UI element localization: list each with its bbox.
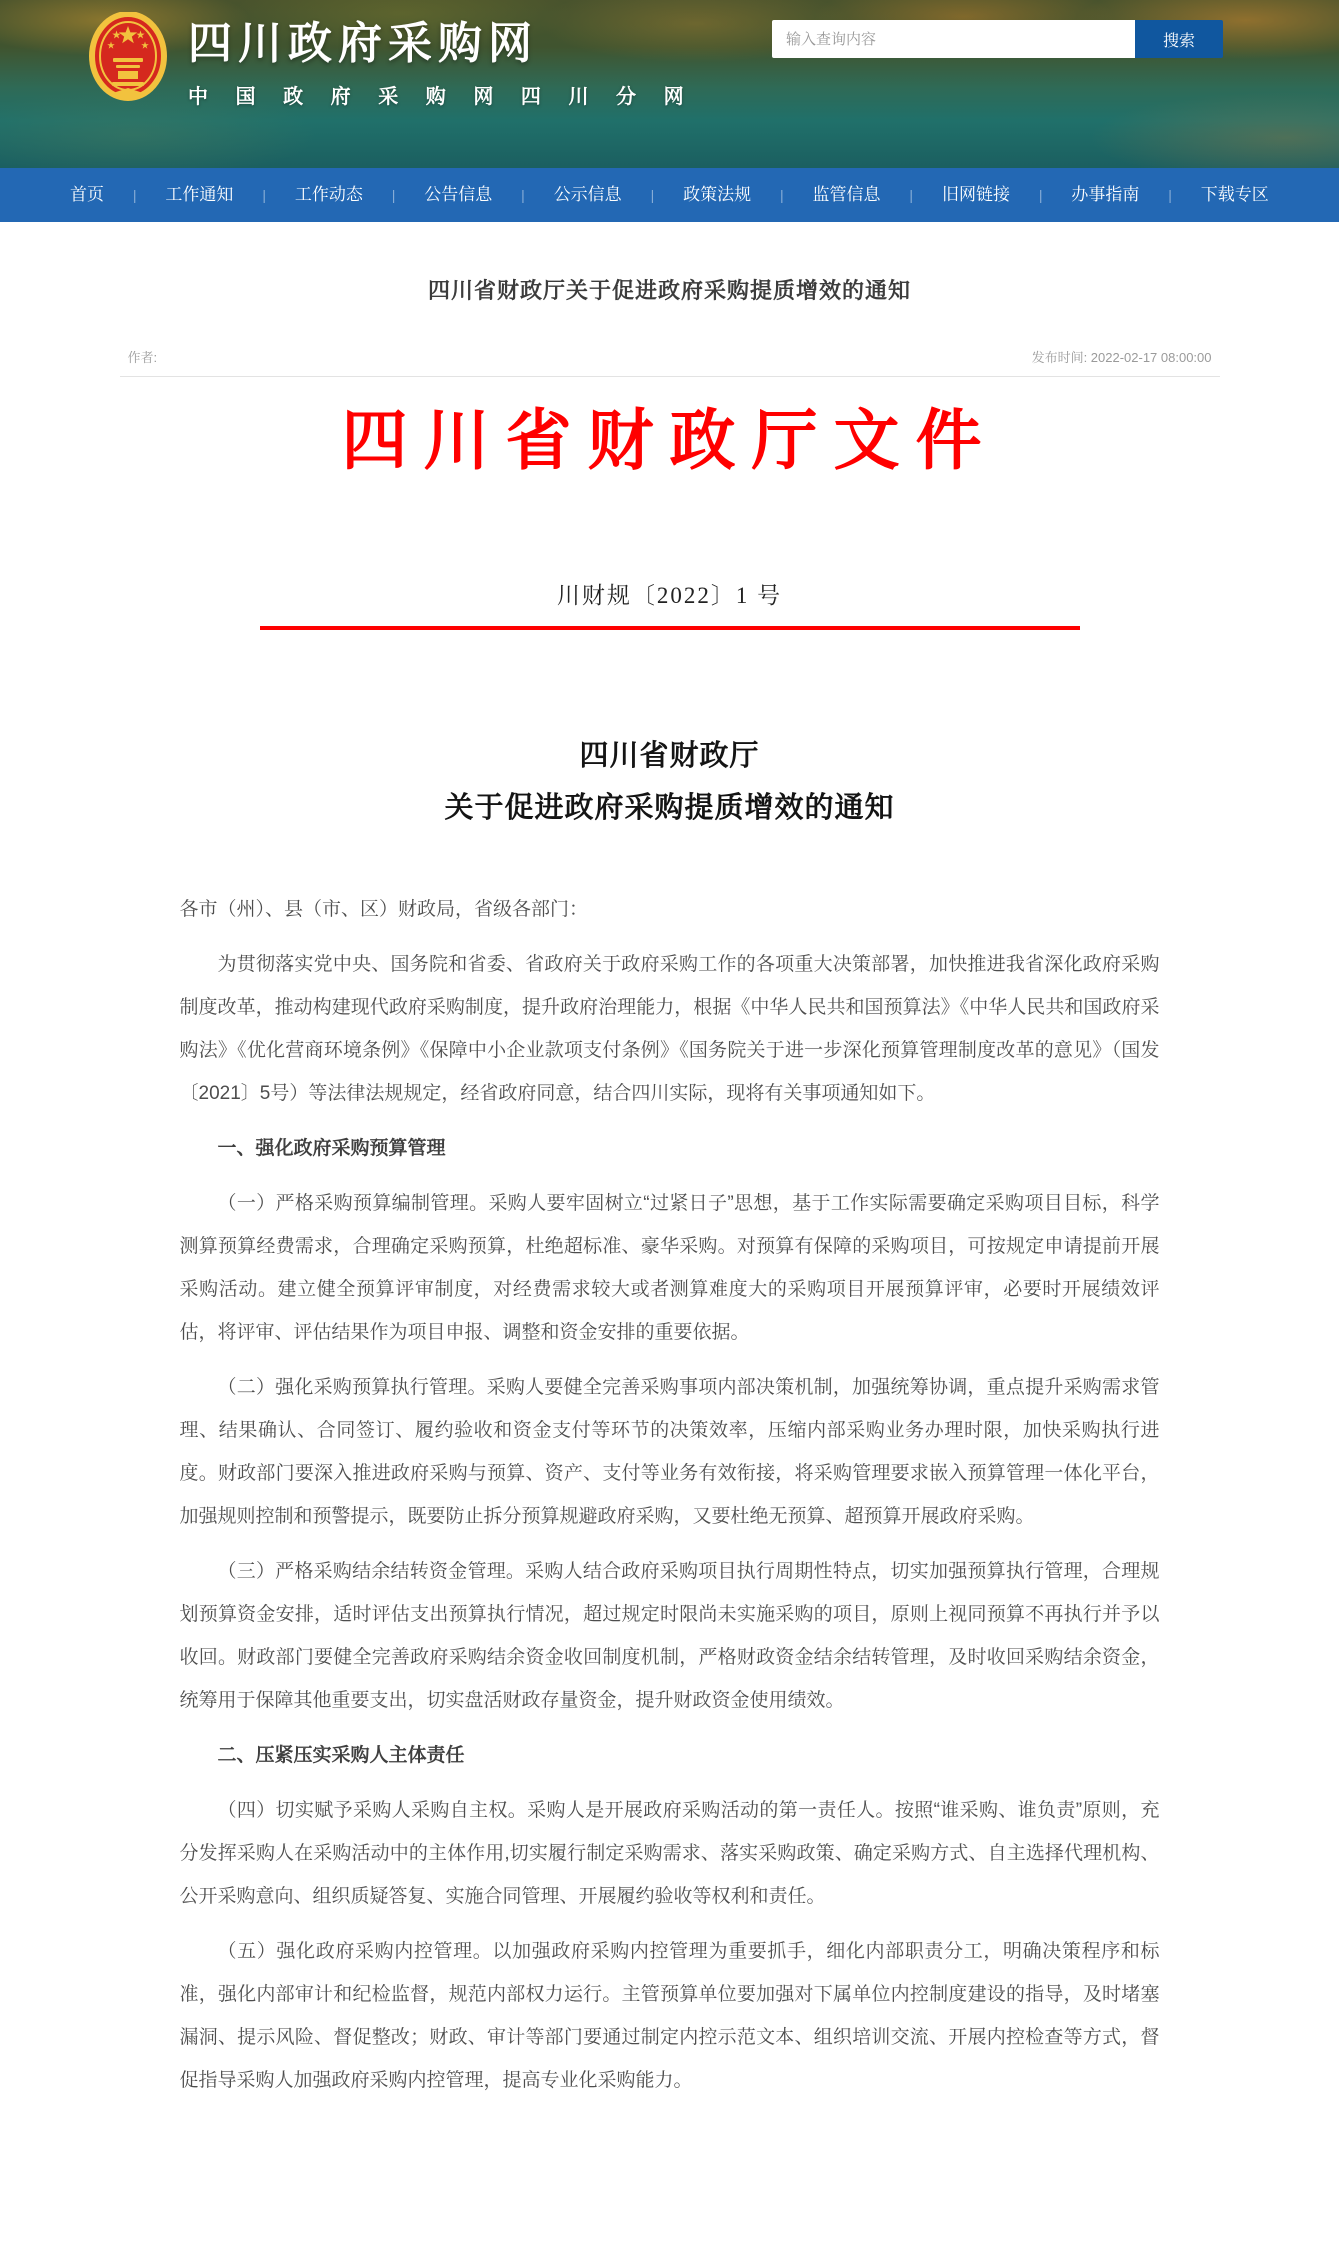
publish-time: 发布时间: 2022-02-17 08:00:00 bbox=[1031, 350, 1212, 365]
nav-item-work-updates[interactable]: 工作动态 bbox=[294, 185, 363, 204]
main-nav bbox=[0, 168, 1339, 222]
nav-separator: | bbox=[391, 187, 396, 203]
document-title bbox=[120, 730, 1220, 834]
search-box bbox=[772, 20, 1223, 58]
svg-text:★: ★ bbox=[136, 30, 146, 40]
nav-item-home[interactable]: 首页 bbox=[70, 185, 104, 204]
nav-item-announcements[interactable]: 公告信息 bbox=[424, 185, 493, 204]
body-paragraph: （三）严格采购结余结转资金管理。采购人结合政府采购项目执行周期性特点，切实加强预算执行管理，合理规划预算资金安排，适时评估支出预算执行情况，超过规定时限尚未实施采购的项目，原则上视同预算不再执行并予以收回。财政部门要健全完善政府采购结余资金收回制度机制，严格财政资金结余结转管理，及时收回采购结余资金，统筹用于保障其他重要支出，切实盘活财政存量资金，提升财政资金使用绩效。 bbox=[179, 1561, 1160, 1711]
site-banner bbox=[0, 0, 1339, 168]
document-body bbox=[120, 888, 1220, 2144]
nav-item-service-guide[interactable]: 办事指南 bbox=[1071, 185, 1140, 204]
nav-separator: | bbox=[1038, 187, 1043, 203]
document-title-line1: 四川省财政厅 bbox=[579, 740, 760, 772]
author-label: 作者: bbox=[127, 350, 158, 365]
body-paragraph: （五）强化政府采购内控管理。以加强政府采购内控管理为重要抓手，细化内部职责分工，明确决策程序和标准，强化内部审计和纪检监督，规范内部权力运行。主管预算单位要加强对下属单位内控制度建设的指导，及时堵塞漏洞、提示风险、督促整改；财政、审计等部门要通过制定内控示范文本、组织培训交流、开展内控检查等方式，督促指导采购人加强政府采购内控管理，提高专业化采购能力。 bbox=[179, 1941, 1160, 2091]
body-paragraph: （二）强化采购预算执行管理。采购人要健全完善采购事项内部决策机制，加强统筹协调，重点提升采购需求管理、结果确认、合同签订、履约验收和资金支付等环节的决策效率，压缩内部采购业务办理时限，加快采购执行进度。财政部门要深入推进政府采购与预算、资产、支付等业务有效衔接，将采购管理要求嵌入预算管理一体化平台，加强规则控制和预警提示，既要防止拆分预算规避政府采购，又要杜绝无预算、超预算开展政府采购。 bbox=[179, 1377, 1160, 1527]
site-title: 四川政府采购网 bbox=[188, 19, 538, 68]
document-title-line2: 关于促进政府采购提质增效的通知 bbox=[444, 792, 895, 824]
body-paragraph: （四）切实赋予采购人采购自主权。采购人是开展政府采购活动的第一责任人。按照“谁采购、谁负责”原则，充分发挥采购人在采购活动中的主体作用,切实履行制定采购需求、落实采购政策、确定采购方式、自主选择代理机构、公开采购意向、组织质疑答复、实施合同管理、开展履约验收等权利和责任。 bbox=[179, 1800, 1160, 1907]
nav-item-policies[interactable]: 政策法规 bbox=[683, 185, 752, 204]
red-rule-divider bbox=[260, 626, 1080, 630]
document-letterhead: 四川省财政厅文件 bbox=[341, 405, 998, 478]
nav-separator: | bbox=[909, 187, 914, 203]
nav-separator: | bbox=[650, 187, 655, 203]
nav-item-downloads[interactable]: 下载专区 bbox=[1200, 185, 1269, 204]
nav-separator: | bbox=[521, 187, 525, 203]
nav-item-work-notices[interactable]: 工作通知 bbox=[165, 185, 234, 204]
svg-text:★: ★ bbox=[107, 41, 115, 50]
article-meta-row bbox=[120, 347, 1220, 377]
svg-text:★: ★ bbox=[112, 30, 122, 40]
nav-separator: | bbox=[262, 187, 266, 203]
national-emblem-icon bbox=[88, 8, 168, 113]
body-paragraph: 各市（州）、县（市、区）财政局，省级各部门： bbox=[179, 899, 589, 920]
svg-text:★: ★ bbox=[141, 41, 149, 50]
nav-item-public-notices[interactable]: 公示信息 bbox=[553, 185, 622, 204]
search-button[interactable]: 搜索 bbox=[1135, 20, 1223, 58]
page-title: 四川省财政厅关于促进政府采购提质增效的通知 bbox=[427, 278, 911, 303]
document-number: 川财规〔2022〕1 号 bbox=[556, 583, 783, 608]
nav-item-supervision[interactable]: 监管信息 bbox=[812, 185, 881, 204]
body-paragraph: （一）严格采购预算编制管理。采购人要牢固树立“过紧日子”思想，基于工作实际需要确定采购项目目标，科学测算预算经费需求，合理确定采购预算，杜绝超标准、豪华采购。对预算有保障的采购项目，可按规定申请提前开展采购活动。建立健全预算评审制度，对经费需求较大或者测算难度大的采购项目开展预算评审，必要时开展绩效评估，将评审、评估结果作为项目申报、调整和资金安排的重要依据。 bbox=[179, 1193, 1160, 1343]
site-subtitle: 中 国 政 府 采 购 网 四 川 分 网 bbox=[188, 86, 695, 108]
article-container bbox=[120, 222, 1220, 2144]
nav-item-old-site-link[interactable]: 旧网链接 bbox=[941, 185, 1010, 204]
section-heading: 一、强化政府采购预算管理 bbox=[217, 1138, 446, 1159]
section-heading: 二、压紧压实采购人主体责任 bbox=[217, 1745, 465, 1766]
nav-separator: | bbox=[1168, 187, 1172, 203]
nav-separator: | bbox=[132, 187, 137, 203]
nav-separator: | bbox=[780, 187, 784, 203]
search-input[interactable] bbox=[772, 20, 1135, 58]
body-paragraph: 为贯彻落实党中央、国务院和省委、省政府关于政府采购工作的各项重大决策部署，加快推进我省深化政府采购制度改革，推动构建现代政府采购制度，提升政府治理能力，根据《中华人民共和国预算法》《中华人民共和国政府采购法》《优化营商环境条例》《保障中小企业款项支付条例》《国务院关于进一步深化预算管理制度改革的意见》（国发〔2021〕5号）等法律法规规定，经省政府同意，结合四川实际，现将有关事项通知如下。 bbox=[179, 954, 1160, 1104]
site-brand[interactable] bbox=[88, 8, 695, 113]
